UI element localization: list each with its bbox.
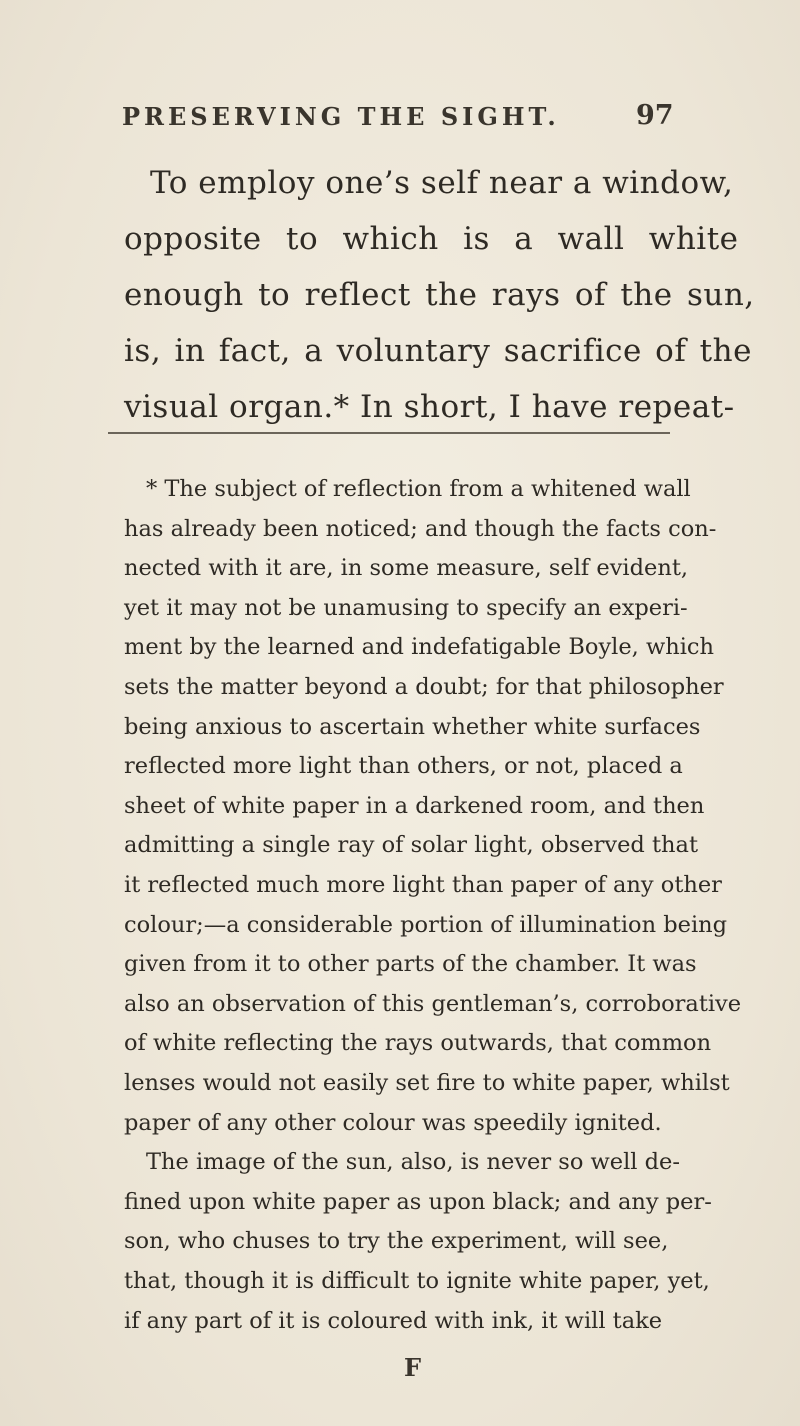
footnote-line: sets the matter beyond a doubt; for that philosopher: [124, 674, 724, 700]
footnote-line: paper of any other colour was speedily ignited.: [124, 1109, 662, 1136]
footnote-line: that, though it is difficult to ignite white paper, yet,: [124, 1268, 710, 1294]
footnote-line: it reflected much more light than paper of any other: [124, 872, 722, 898]
running-head: PRESERVING THE SIGHT.: [122, 102, 560, 131]
signature-mark: F: [404, 1353, 422, 1383]
page-number: 97: [636, 100, 674, 131]
footnote-line: colour;—a considerable portion of illumination being: [124, 911, 728, 938]
footnote-line: son, who chuses to try the experiment, will see,: [124, 1228, 669, 1255]
footnote-line: lenses would not easily set fire to white paper, whilst: [124, 1070, 730, 1096]
footnote-line: has already been noticed; and though the facts con-: [124, 515, 717, 542]
footnote-line: sheet of white paper in a darkened room, and then: [124, 792, 705, 819]
footnote-rule: [108, 432, 670, 434]
footnote-line: fined upon white paper as upon black; and any per-: [124, 1188, 712, 1215]
footnote-line: yet it may not be unamusing to specify an experi-: [124, 594, 688, 621]
text-line: opposite to which is a wall white: [124, 221, 739, 257]
text-line: enough to reflect the rays of the sun,: [124, 277, 755, 313]
page-header: [0, 100, 800, 140]
footnote-line: ment by the learned and indefatigable Boyle, which: [124, 634, 715, 661]
footnote-line: of white reflecting the rays outwards, that common: [124, 1030, 712, 1057]
footnote-line: if any part of it is coloured with ink, it will take: [124, 1307, 663, 1334]
text-line: To employ one’s self near a window,: [150, 165, 734, 201]
footnote-line: admitting a single ray of solar light, observed that: [124, 832, 698, 859]
text-line: visual organ.* In short, I have repeat-: [124, 389, 735, 425]
footnote-line: The image of the sun, also, is never so well de-: [146, 1149, 680, 1176]
footnote-line: * The subject of reflection from a whitened wall: [146, 476, 691, 502]
footnote-line: nected with it are, in some measure, self evident,: [124, 555, 689, 582]
footnote-line: reflected more light than others, or not, placed a: [124, 753, 683, 780]
footnote-line: given from it to other parts of the chamber. It was: [124, 951, 697, 978]
footnote-line: being anxious to ascertain whether white surfaces: [124, 713, 701, 740]
footnote-line: also an observation of this gentleman’s, corroborative: [124, 990, 742, 1017]
text-line: is, in fact, a voluntary sacrifice of the: [124, 333, 752, 369]
